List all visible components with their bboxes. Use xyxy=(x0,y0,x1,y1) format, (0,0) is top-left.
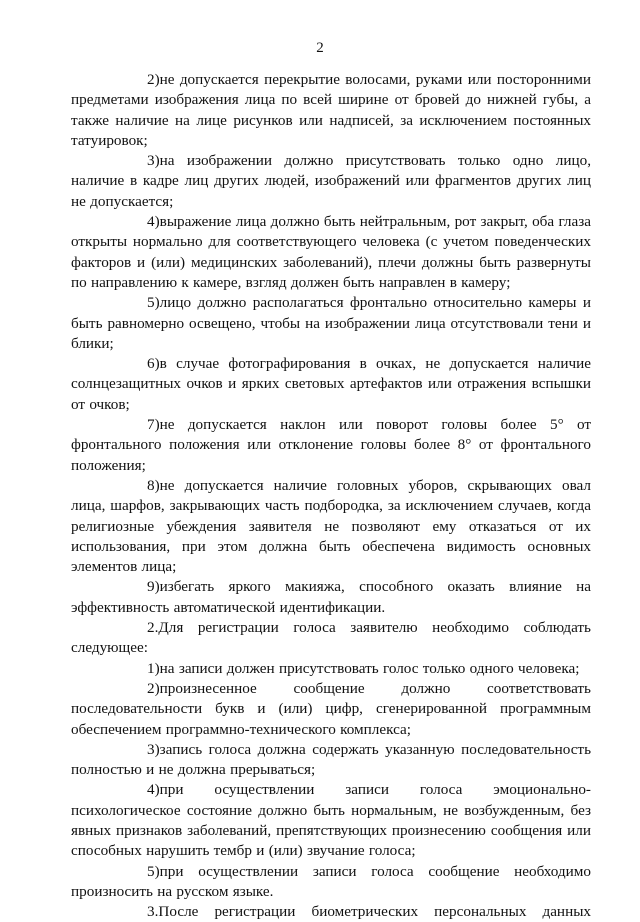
item-number: 2) xyxy=(147,679,160,697)
item-text: избегать яркого макияжа, способного оказать влияние на эффективность автоматической идентификации. xyxy=(71,578,591,616)
item-text: Для регистрации голоса заявителю необходимо соблюдать следующее: xyxy=(71,619,591,657)
list-item xyxy=(71,415,591,476)
item-text: не допускается наличие головных уборов, скрывающих овал лица, шарфов, закрывающих часть подбородка, за исключением случаев, когда религиозные убеждения заявителя не позволяют ему отказаться от их использования, при этом должна быть обеспечена видимость основных элементов лица; xyxy=(71,476,591,576)
item-text: не допускается наклон или поворот головы более 5° от фронтального положения или отклонение головы более 8° от фронтального положения; xyxy=(71,416,591,474)
item-number: 4) xyxy=(147,781,160,799)
item-number: 5) xyxy=(147,862,160,880)
list-item xyxy=(71,577,591,618)
page-number: 2 xyxy=(316,40,324,56)
item-number: 9) xyxy=(147,578,160,596)
list-item xyxy=(71,780,591,861)
item-text: произнесенное сообщение должно соответствовать последовательности букв и (или) цифр, сгенерированной программным обеспечением программно-технического комплекса; xyxy=(71,679,591,738)
item-text: при осуществлении записи голоса эмоционально-психологическое состояние должно быть нормальным, не возбужденным, без явных признаков заболеваний, препятствующих произнесению сообщения или способных нарушить тембр и (или) звучание голоса; xyxy=(71,781,591,860)
item-number: 2. xyxy=(147,619,159,637)
item-number: 7) xyxy=(147,416,160,434)
document-body xyxy=(71,70,591,922)
item-number: 3) xyxy=(147,152,160,170)
list-item xyxy=(71,659,591,679)
item-number: 1) xyxy=(147,659,160,677)
item-number: 3. xyxy=(147,903,159,921)
item-text: лицо должно располагаться фронтально относительно камеры и быть равномерно освещено, чтобы на изображении лица отсутствовали тени и блики; xyxy=(71,294,591,352)
item-number: 2) xyxy=(147,71,160,88)
item-text: при осуществлении записи голоса сообщение необходимо произносить на русском языке. xyxy=(71,862,591,900)
item-text: на изображении должно присутствовать только одно лицо, наличие в кадре лиц других людей, изображений или фрагментов других лиц не допускается; xyxy=(71,152,591,210)
item-text: не допускается перекрытие волосами, руками или посторонними предметами изображения лица по всей ширине от бровей до нижней губы, а также наличие на лице рисунков или надписей, за исключением постоянных татуировок; xyxy=(71,71,591,149)
section-heading-item xyxy=(71,618,591,659)
list-item xyxy=(71,212,591,293)
list-item xyxy=(71,476,591,577)
item-text: запись голоса должна содержать указанную последовательность полностью и не должна прерываться; xyxy=(71,740,591,779)
item-number: 3) xyxy=(147,740,160,758)
item-number: 4) xyxy=(147,213,160,231)
list-item xyxy=(71,862,591,903)
list-item xyxy=(71,151,591,212)
item-text: в случае фотографирования в очках, не допускается наличие солнцезащитных очков и ярких световых артефактов или отражения вспышки от очков; xyxy=(71,355,591,413)
item-text: После регистрации биометрических персональных данных xyxy=(158,903,591,921)
item-number: 5) xyxy=(147,294,160,312)
section-heading-item xyxy=(71,902,591,922)
list-item xyxy=(71,354,591,415)
item-number: 6) xyxy=(147,355,160,373)
list-item xyxy=(71,293,591,354)
list-item xyxy=(71,70,591,151)
item-text: на записи должен присутствовать голос только одного человека; xyxy=(159,659,580,677)
list-item xyxy=(71,740,591,781)
list-item xyxy=(71,679,591,740)
item-text: выражение лица должно быть нейтральным, рот закрыт, оба глаза открыты нормально для соответствующего человека (с учетом поведенческих факторов и (или) медицинских заболеваний), плечи должны быть развернуты по направлению к камере, взгляд должен быть направлен в камеру; xyxy=(71,213,591,291)
item-number: 8) xyxy=(147,476,160,494)
